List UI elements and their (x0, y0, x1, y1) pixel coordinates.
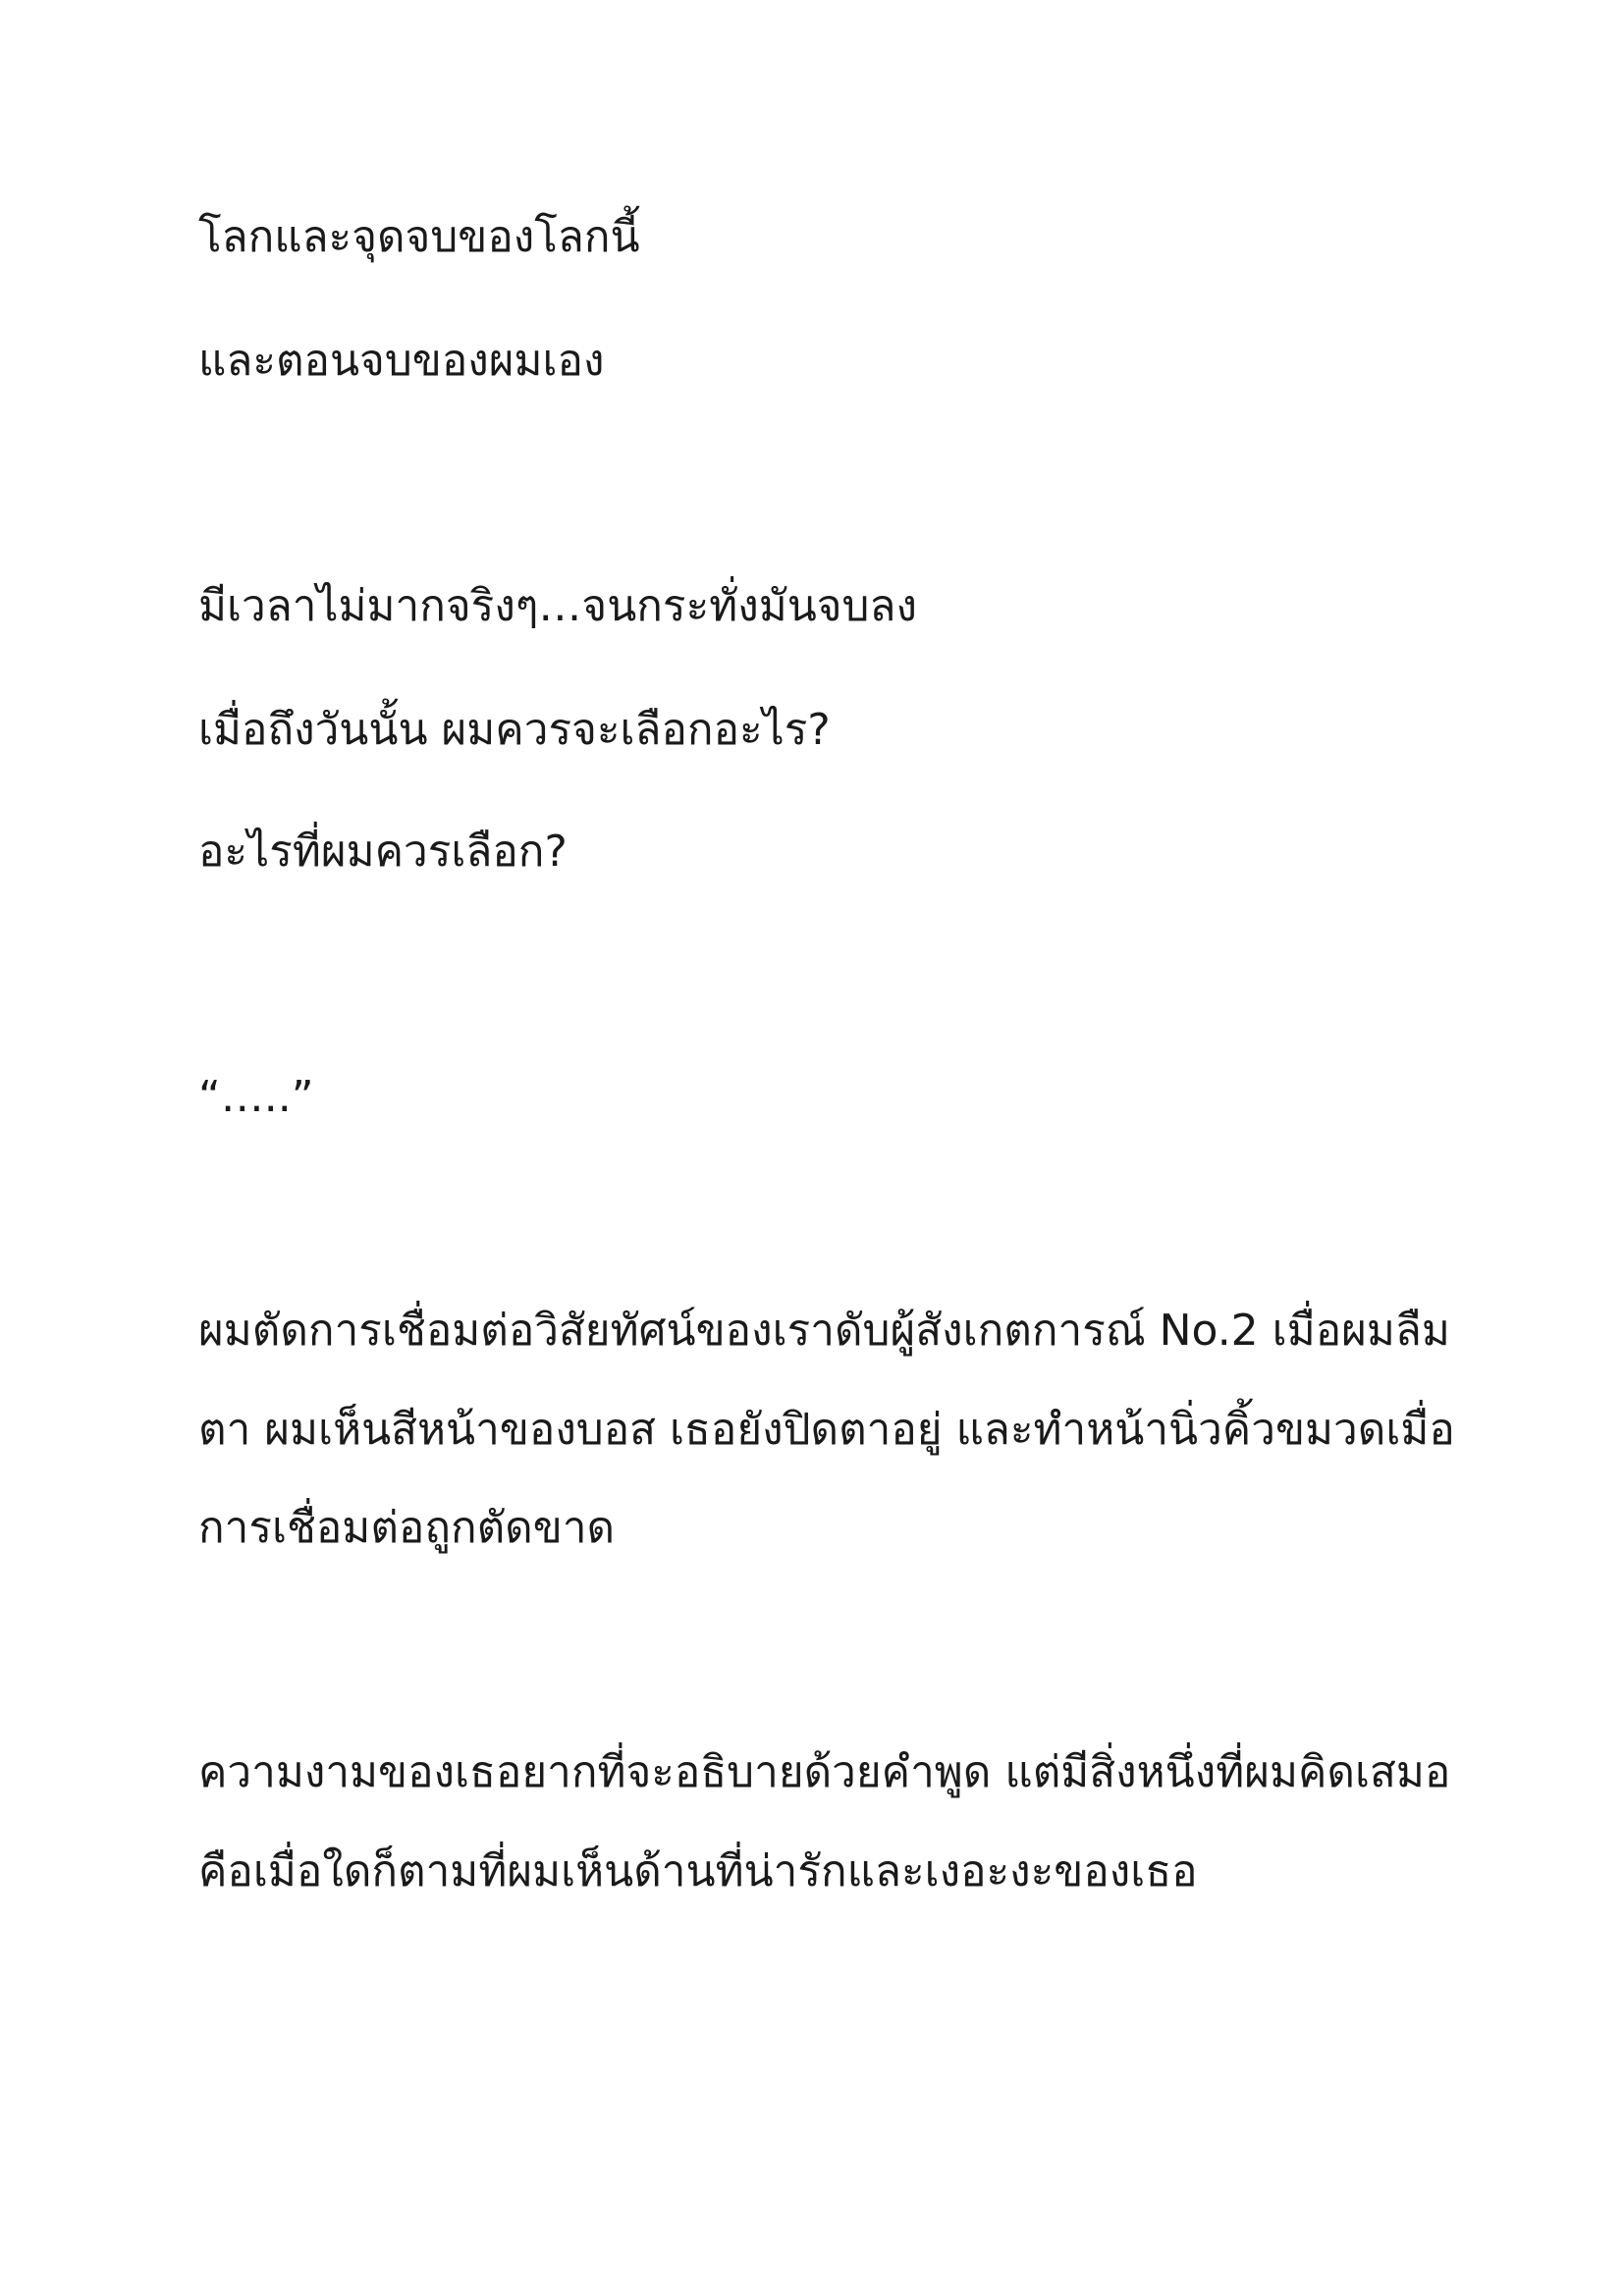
text-line: ผมตัดการเชื่อมต่อวิสัยทัศน์ของเราดับผู้สังเกตการณ์ No.2 เมื่อผมลืม (198, 1306, 1450, 1356)
text-line: การเชื่อมต่อถูกตัดขาด (198, 1503, 616, 1553)
text-line: “…..” (198, 1072, 314, 1122)
text-line: และตอนจบของผมเอง (198, 336, 605, 386)
text-line: คือเมื่อใดก็ตามที่ผมเห็นด้านที่น่ารักและเงอะงะของเธอ (198, 1846, 1198, 1896)
text-line: ความงามของเธอยากที่จะอธิบายด้วยคำพูด แต่มีสิ่งหนึ่งที่ผมคิดเสมอ (198, 1747, 1451, 1797)
text-line: ตา ผมเห็นสีหน้าของบอส เธอยังปิดตาอยู่ และทำหน้านิ่วคิ้วขมวดเมื่อ (198, 1405, 1455, 1455)
text-line: อะไรที่ผมควรเลือก? (198, 827, 568, 877)
text-line: มีเวลาไม่มากจริงๆ…จนกระทั่งมันจบลง (198, 581, 917, 631)
text-line: โลกและจุดจบของโลกนี้ (198, 212, 640, 262)
text-line: เมื่อถึงวันนั้น ผมควรจะเลือกอะไร? (198, 705, 831, 755)
